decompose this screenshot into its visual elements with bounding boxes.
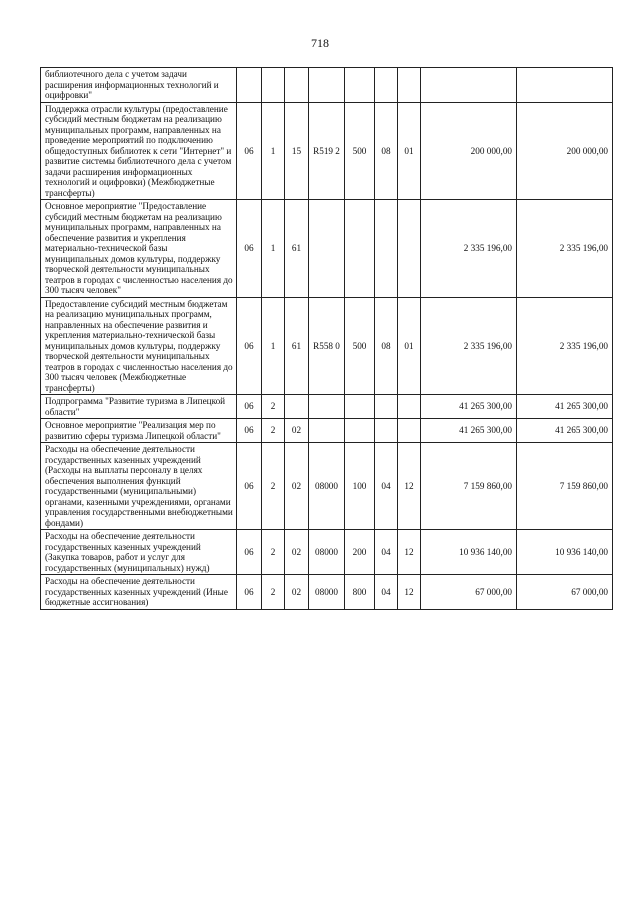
code-section (375, 68, 398, 103)
amount-total: 67 000,00 (517, 575, 613, 610)
table-row (41, 68, 613, 103)
code-expense-type: 100 (345, 443, 375, 530)
code-main (237, 68, 262, 103)
code-sub: 2 (262, 530, 285, 575)
code-section: 04 (375, 443, 398, 530)
page-number: 718 (311, 36, 329, 50)
code-sub: 1 (262, 200, 285, 298)
amount-planned: 67 000,00 (421, 575, 517, 610)
code-subsection (398, 68, 421, 103)
table-row (41, 443, 613, 530)
code-direction: R558 0 (309, 297, 345, 395)
code-event: 02 (285, 575, 309, 610)
amount-total: 41 265 300,00 (517, 395, 613, 419)
code-subsection (398, 419, 421, 443)
code-direction (309, 395, 345, 419)
code-event: 61 (285, 297, 309, 395)
table-row (41, 102, 613, 200)
code-expense-type: 500 (345, 297, 375, 395)
code-direction (309, 419, 345, 443)
amount-total: 41 265 300,00 (517, 419, 613, 443)
row-name: Расходы на обеспечение деятельности государственных казенных учреждений (Расходы на выплаты персоналу в целях обеспечения выполнения функций государственными (муниципальными) органами, казенными учреждениями, органами управления государственными внебюджетными фондами) (41, 443, 237, 530)
code-main: 06 (237, 395, 262, 419)
code-main: 06 (237, 297, 262, 395)
code-section: 04 (375, 530, 398, 575)
code-direction (309, 200, 345, 298)
row-name: Расходы на обеспечение деятельности государственных казенных учреждений (Закупка товаров, работ и услуг для государственных (муниципальных) нужд) (41, 530, 237, 575)
code-event: 15 (285, 102, 309, 200)
code-sub: 2 (262, 575, 285, 610)
table-row (41, 575, 613, 610)
code-event: 02 (285, 530, 309, 575)
code-event: 02 (285, 443, 309, 530)
row-name: Расходы на обеспечение деятельности государственных казенных учреждений (Иные бюджетные ассигнования) (41, 575, 237, 610)
code-direction: 08000 (309, 575, 345, 610)
amount-planned: 2 335 196,00 (421, 297, 517, 395)
amount-total: 7 159 860,00 (517, 443, 613, 530)
table-row (41, 419, 613, 443)
amount-total: 200 000,00 (517, 102, 613, 200)
code-subsection: 01 (398, 102, 421, 200)
table-row (41, 530, 613, 575)
table-row (41, 200, 613, 298)
row-name: библиотечного дела с учетом задачи расширения информационных технологий и оцифровки" (41, 68, 237, 103)
code-subsection: 12 (398, 530, 421, 575)
code-direction (309, 68, 345, 103)
code-expense-type (345, 68, 375, 103)
amount-planned: 41 265 300,00 (421, 419, 517, 443)
code-sub: 2 (262, 443, 285, 530)
row-name: Подпрограмма "Развитие туризма в Липецкой области" (41, 395, 237, 419)
code-sub: 2 (262, 395, 285, 419)
code-event: 61 (285, 200, 309, 298)
code-sub: 1 (262, 297, 285, 395)
code-expense-type (345, 419, 375, 443)
row-name: Поддержка отрасли культуры (предоставление субсидий местным бюджетам на реализацию муниципальных программ, направленных на проведение мероприятий по подключению общедоступных библиотек к сети "Интернет" и развитие системы библиотечного дела с учетом задачи расширения информационных технологий и оцифровки) (Межбюджетные трансферты) (41, 102, 237, 200)
amount-total (517, 68, 613, 103)
code-section (375, 200, 398, 298)
code-section (375, 419, 398, 443)
amount-planned: 10 936 140,00 (421, 530, 517, 575)
code-direction: 08000 (309, 530, 345, 575)
code-subsection: 01 (398, 297, 421, 395)
code-sub: 2 (262, 419, 285, 443)
amount-planned: 200 000,00 (421, 102, 517, 200)
code-expense-type (345, 200, 375, 298)
code-section: 04 (375, 575, 398, 610)
code-subsection (398, 200, 421, 298)
table-row (41, 297, 613, 395)
code-main: 06 (237, 419, 262, 443)
code-section (375, 395, 398, 419)
code-main: 06 (237, 200, 262, 298)
amount-total: 2 335 196,00 (517, 200, 613, 298)
table-row (41, 395, 613, 419)
code-main: 06 (237, 530, 262, 575)
code-subsection: 12 (398, 443, 421, 530)
amount-planned: 7 159 860,00 (421, 443, 517, 530)
code-main: 06 (237, 575, 262, 610)
code-main: 06 (237, 443, 262, 530)
amount-planned: 41 265 300,00 (421, 395, 517, 419)
row-name: Основное мероприятие "Реализация мер по развитию сферы туризма Липецкой области" (41, 419, 237, 443)
amount-total: 2 335 196,00 (517, 297, 613, 395)
row-name: Предоставление субсидий местным бюджетам на реализацию муниципальных программ, направленных на обеспечение развития и укрепления материально-технической базы муниципальных домов культуры, поддержку творческой деятельности муниципальных театров в городах с численностью населения до 300 тысяч человек (Межбюджетные трансферты) (41, 297, 237, 395)
code-expense-type: 500 (345, 102, 375, 200)
row-name: Основное мероприятие "Предоставление субсидий местным бюджетам на реализацию муниципальных программ, направленных на обеспечение развития и укрепления материально-технической базы муниципальных домов культуры, поддержку творческой деятельности муниципальных театров в городах с численностью населения до 300 тысяч человек" (41, 200, 237, 298)
code-expense-type: 200 (345, 530, 375, 575)
code-event (285, 68, 309, 103)
code-section: 08 (375, 297, 398, 395)
code-subsection (398, 395, 421, 419)
code-direction: R519 2 (309, 102, 345, 200)
amount-total: 10 936 140,00 (517, 530, 613, 575)
budget-table (40, 67, 613, 610)
code-sub: 1 (262, 102, 285, 200)
code-event (285, 395, 309, 419)
code-section: 08 (375, 102, 398, 200)
amount-planned: 2 335 196,00 (421, 200, 517, 298)
code-sub (262, 68, 285, 103)
code-subsection: 12 (398, 575, 421, 610)
code-expense-type: 800 (345, 575, 375, 610)
amount-planned (421, 68, 517, 103)
code-event: 02 (285, 419, 309, 443)
code-main: 06 (237, 102, 262, 200)
code-expense-type (345, 395, 375, 419)
code-direction: 08000 (309, 443, 345, 530)
